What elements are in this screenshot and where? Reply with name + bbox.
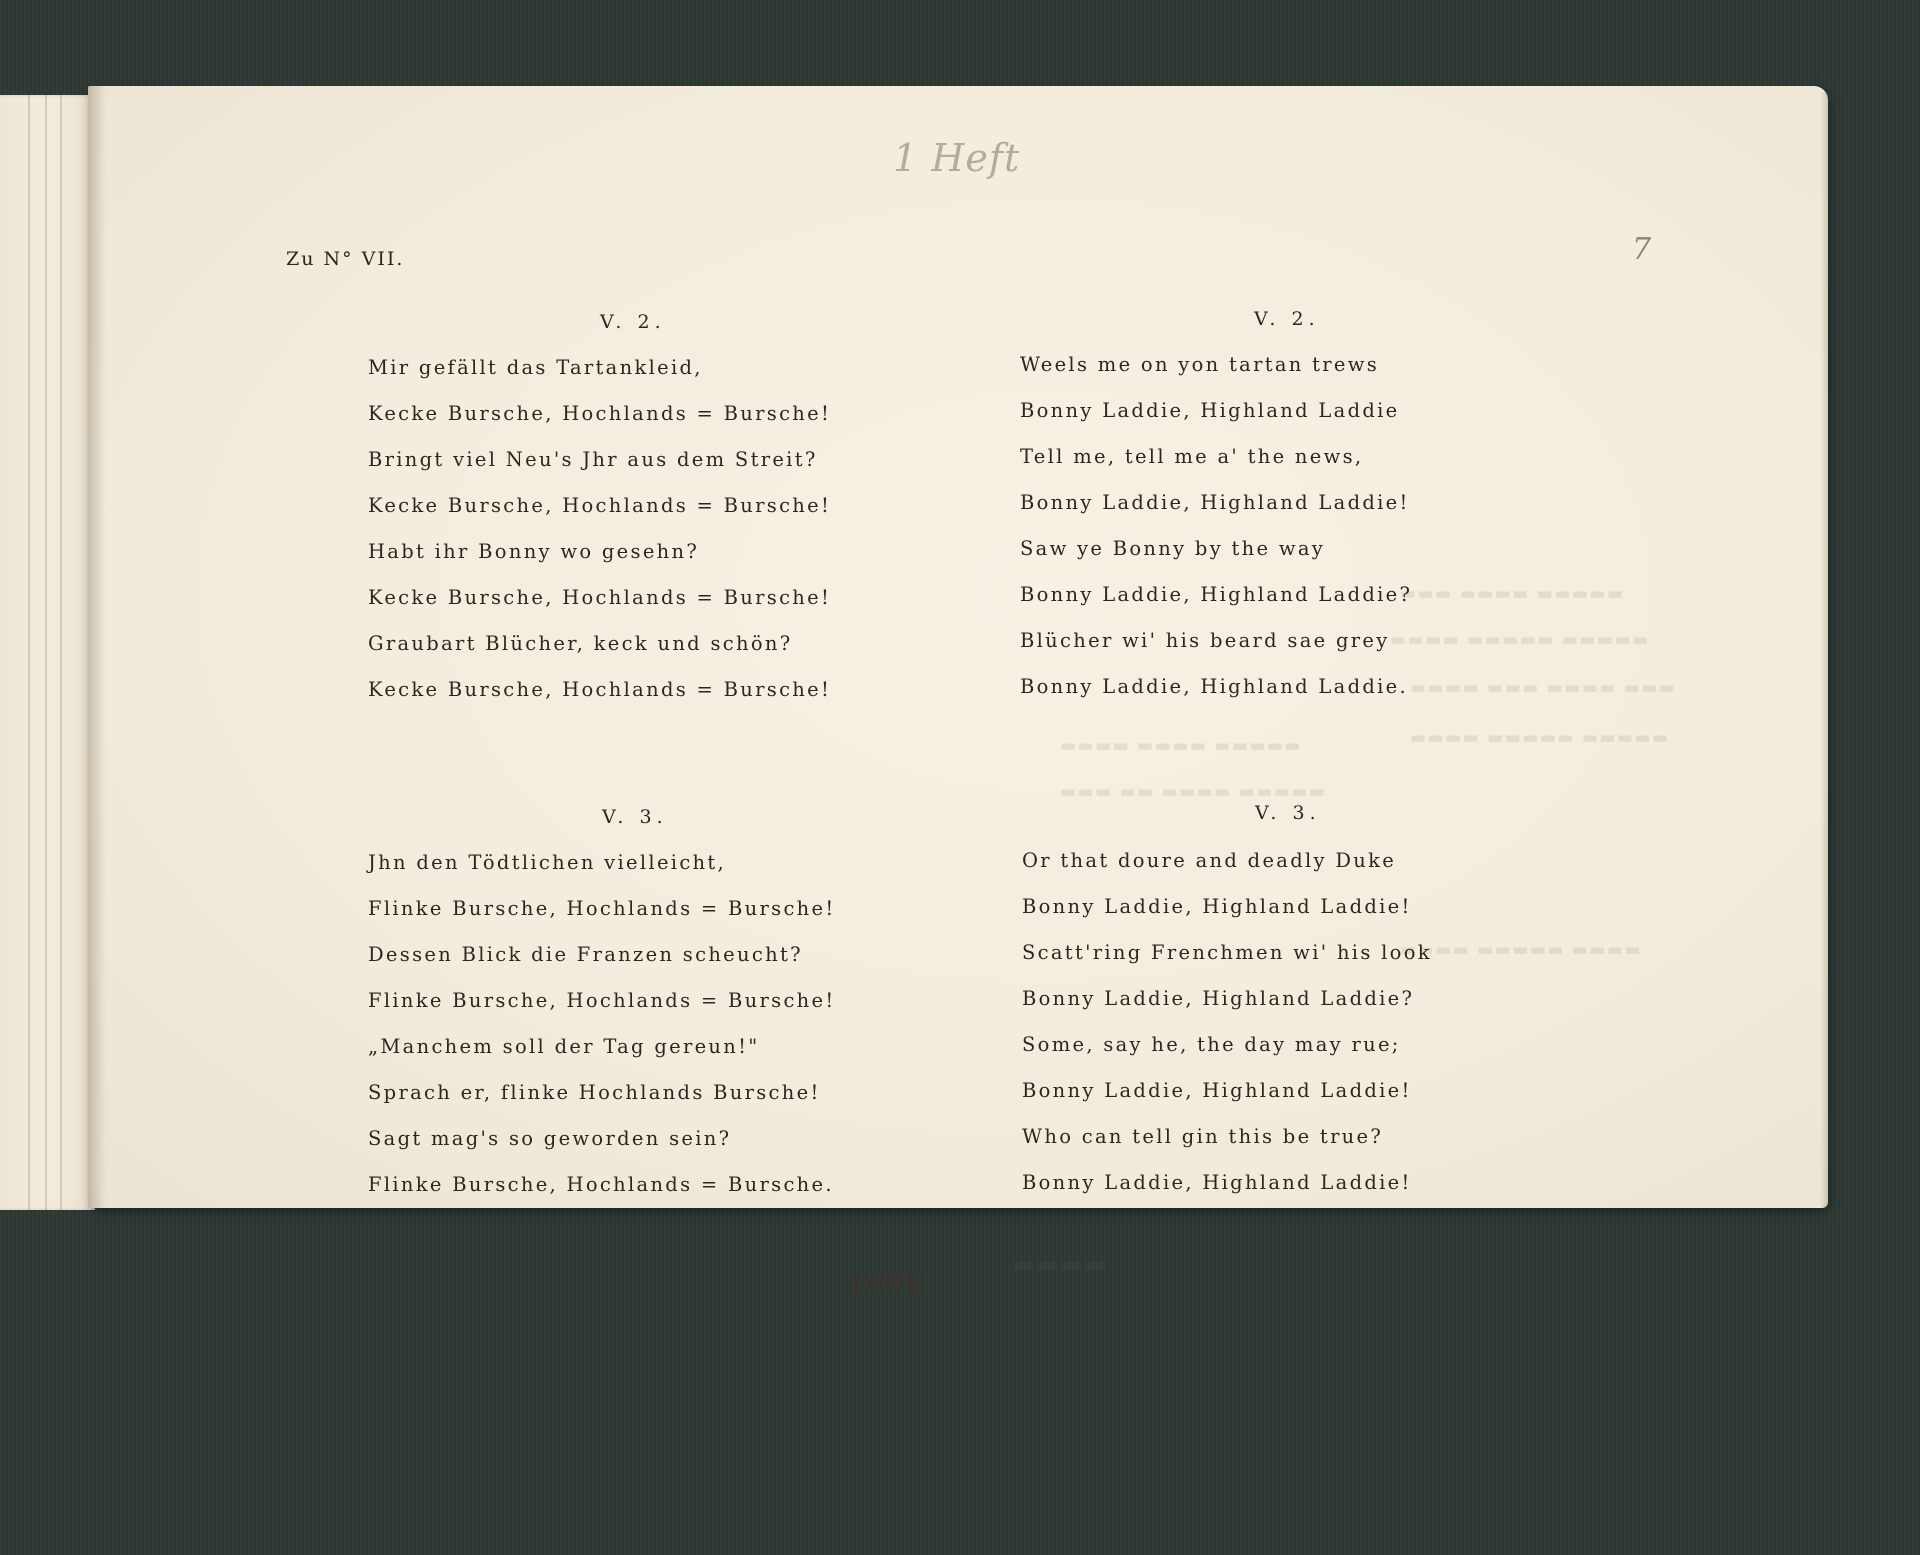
bleed-through-number: ▬▬▬▬ <box>1012 1250 1109 1278</box>
bleed-through-text: ▬▬▬ ▬▬ ▬▬▬▬ ▬▬▬▬▬ <box>1060 782 1327 802</box>
song-reference-header: Zu N° VII. <box>286 248 405 270</box>
verse-v2-english <box>1020 342 1412 710</box>
bleed-through-text: ▬▬▬ ▬▬▬▬ ▬▬▬▬▬ <box>1400 584 1625 604</box>
lyric-line: Weels me on yon tartan trews <box>1020 353 1380 376</box>
lyric-line: Bringt viel Neu's Jhr aus dem Streit? <box>368 448 818 471</box>
verse-label-v3-english: V. 3. <box>1255 802 1321 824</box>
lyric-line: Habt ihr Bonny wo gesehn? <box>368 540 700 563</box>
lyric-line: Flinke Bursche, Hochlands = Bursche! <box>368 989 836 1012</box>
lyric-line: Scatt'ring Frenchmen wi' his look <box>1022 941 1432 964</box>
lyric-line: Bonny Laddie, Highland Laddie? <box>1022 987 1415 1010</box>
lyric-line: Flinke Bursche, Hochlands = Bursche. <box>368 1173 834 1196</box>
lyric-line: Flinke Bursche, Hochlands = Bursche! <box>368 897 836 920</box>
lyric-line: Bonny Laddie, Highland Laddie? <box>1020 583 1413 606</box>
bleed-through-text: ▬▬▬▬ ▬▬▬▬▬ ▬▬▬▬ <box>1400 940 1643 960</box>
left-page-edge <box>0 95 95 1210</box>
lyric-line: Who can tell gin this be true? <box>1022 1125 1384 1148</box>
bleed-through-text: ▬▬▬▬ ▬▬▬ ▬▬▬▬ ▬▬▬ <box>1410 678 1677 698</box>
lyric-line: Bonny Laddie, Highland Laddie! <box>1022 1079 1412 1102</box>
lyric-line: Bonny Laddie, Highland Laddie. <box>1020 675 1409 698</box>
lyric-line: Kecke Bursche, Hochlands = Bursche! <box>368 586 832 609</box>
gutter-shadow <box>88 86 106 1208</box>
lyric-line: Bonny Laddie, Highland Laddie! <box>1020 491 1410 514</box>
lyric-line: Bonny Laddie, Highland Laddie! <box>1022 1171 1412 1194</box>
verse-v2-german <box>368 345 831 713</box>
lyric-line: Dessen Blick die Franzen scheucht? <box>368 943 803 966</box>
lyric-line: Jhn den Tödtlichen vielleicht, <box>368 851 727 874</box>
lyric-line: Kecke Bursche, Hochlands = Bursche! <box>368 494 832 517</box>
bleed-through-text: ▬▬▬▬ ▬▬▬▬ ▬▬▬▬▬ <box>1060 736 1303 756</box>
lyric-line: Sagt mag's so geworden sein? <box>368 1127 732 1150</box>
lyric-line: Tell me, tell me a' the news, <box>1020 445 1364 468</box>
bleed-through-text: ▬▬▬▬ ▬▬▬▬▬ ▬▬▬▬▬ <box>1410 728 1670 748</box>
lyric-line: Bonny Laddie, Highland Laddie! <box>1022 895 1412 918</box>
verse-label-v3-german: V. 3. <box>602 806 668 828</box>
lyric-line: Bonny Laddie, Highland Laddie <box>1020 399 1400 422</box>
lyric-line: Kecke Bursche, Hochlands = Bursche! <box>368 402 832 425</box>
lyric-line: Graubart Blücher, keck und schön? <box>368 632 793 655</box>
verse-label-v2-english: V. 2. <box>1254 308 1320 330</box>
lyric-line: Some, say he, the day may rue; <box>1022 1033 1401 1056</box>
pencil-annotation: 1 Heft <box>893 136 1021 180</box>
page-number: 1098 <box>848 1270 926 1299</box>
lyric-line: Or that doure and deadly Duke <box>1022 849 1397 872</box>
pencil-page-number: 7 <box>1632 232 1652 267</box>
bleed-through-text: ▬▬▬▬ ▬▬▬▬▬ ▬▬▬▬▬ <box>1390 630 1650 650</box>
verse-label-v2-german: V. 2. <box>600 311 666 333</box>
lyric-line: Mir gefällt das Tartankleid, <box>368 356 703 379</box>
lyric-line: „Manchem soll der Tag gereun!" <box>368 1035 760 1058</box>
lyric-line: Kecke Bursche, Hochlands = Bursche! <box>368 678 832 701</box>
lyric-line: Sprach er, flinke Hochlands Bursche! <box>368 1081 821 1104</box>
lyric-line: Saw ye Bonny by the way <box>1020 537 1326 560</box>
verse-v3-english <box>1022 838 1432 1206</box>
verse-v3-german <box>368 840 836 1208</box>
lyric-line: Blücher wi' his beard sae grey <box>1020 629 1390 652</box>
